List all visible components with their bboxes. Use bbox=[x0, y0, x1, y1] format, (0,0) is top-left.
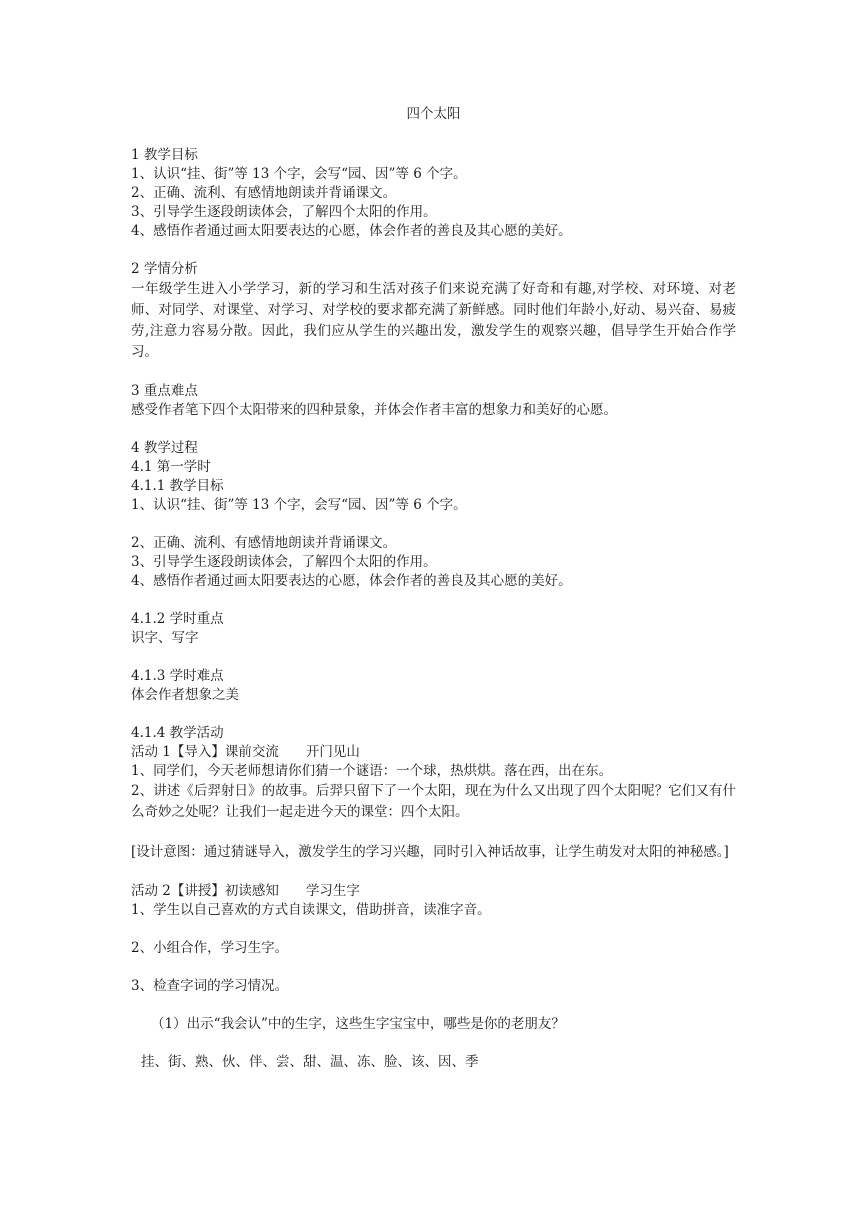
lesson-goal-item: 3、引导学生逐段朗读体会，了解四个太阳的作用。 bbox=[131, 554, 437, 570]
subheading-lesson-focus: 4.1.2 学时重点 bbox=[131, 611, 224, 627]
analysis-paragraph: 一年级学生进入小学学习，新的学习和生活对孩子们来说充满了好奇和有趣,对学校、对环境、对老师、对同学、对课堂、对学习、对学校的要求都充满了新鲜感。同时他们年龄小,好动、易兴奋、易疲劳,注意力容易分散。因此，我们应从学生的兴趣出发，激发学生的观察兴趣，倡导学生开始合作学习。 bbox=[131, 281, 736, 360]
lesson-goal-item: 1、认识“挂、街”等 13 个字，会写“园、因”等 6 个字。 bbox=[131, 497, 467, 513]
activity-2-heading: 活动 2【讲授】初读感知 学习生字 bbox=[131, 883, 360, 899]
goal-item: 4、感悟作者通过画太阳要表达的心愿，体会作者的善良及其心愿的美好。 bbox=[131, 223, 572, 239]
activity-1-heading: 活动 1【导入】课前交流 开门见山 bbox=[131, 744, 360, 760]
subheading-lesson-goals: 4.1.1 教学目标 bbox=[131, 478, 224, 494]
section-heading-key-points: 3 重点难点 bbox=[131, 383, 198, 399]
lesson-difficulty-text: 体会作者想象之美 bbox=[131, 687, 239, 703]
activity-1-step: 2、讲述《后羿射日》的故事。后羿只留下了一个太阳，现在为什么又出现了四个太阳呢？它们又有什么奇妙之处呢？让我们一起走进今天的课堂：四个太阳。 bbox=[131, 783, 736, 820]
subheading-teaching-activities: 4.1.4 教学活动 bbox=[131, 725, 224, 741]
goal-item: 3、引导学生逐段朗读体会，了解四个太阳的作用。 bbox=[131, 204, 437, 220]
character-list: 挂、街、熟、伙、伴、尝、甜、温、冻、脸、该、因、季 bbox=[141, 1054, 479, 1070]
activity-2-step: 1、学生以自己喜欢的方式自读课文，借助拼音，读准字音。 bbox=[131, 902, 491, 918]
key-points-text: 感受作者笔下四个太阳带来的四种景象，并体会作者丰富的想象力和美好的心愿。 bbox=[131, 402, 617, 418]
subheading-lesson-difficulty: 4.1.3 学时难点 bbox=[131, 668, 224, 684]
design-intent-note: [设计意图：通过猜谜导入，激发学生的学习兴趣，同时引入神话故事，让学生萌发对太阳的神秘感。] bbox=[131, 844, 729, 860]
section-heading-goals: 1 教学目标 bbox=[131, 147, 198, 163]
activity-1-step: 1、同学们，今天老师想请你们猜一个谜语：一个球，热烘烘。落在西，出在东。 bbox=[131, 763, 613, 779]
lesson-focus-text: 识字、写字 bbox=[131, 630, 199, 646]
activity-2-step: 2、小组合作，学习生字。 bbox=[131, 940, 289, 956]
subheading-first-lesson: 4.1 第一学时 bbox=[131, 459, 211, 475]
lesson-goal-item: 2、正确、流利、有感情地朗读并背诵课文。 bbox=[131, 535, 397, 551]
activity-2-step: 3、检查字词的学习情况。 bbox=[131, 978, 289, 994]
section-heading-analysis: 2 学情分析 bbox=[131, 261, 198, 277]
goal-item: 2、正确、流利、有感情地朗读并背诵课文。 bbox=[131, 185, 397, 201]
lesson-goal-item: 4、感悟作者通过画太阳要表达的心愿，体会作者的善良及其心愿的美好。 bbox=[131, 573, 572, 589]
section-heading-process: 4 教学过程 bbox=[131, 440, 198, 456]
doc-title: 四个太阳 bbox=[406, 106, 461, 122]
activity-2-substep: （1）出示“我会认”中的生字，这些生字宝宝中，哪些是你的老朋友？ bbox=[151, 1016, 565, 1032]
goal-item: 1、认识“挂、街”等 13 个字，会写“园、因”等 6 个字。 bbox=[131, 166, 467, 182]
document-page bbox=[131, 104, 736, 1072]
